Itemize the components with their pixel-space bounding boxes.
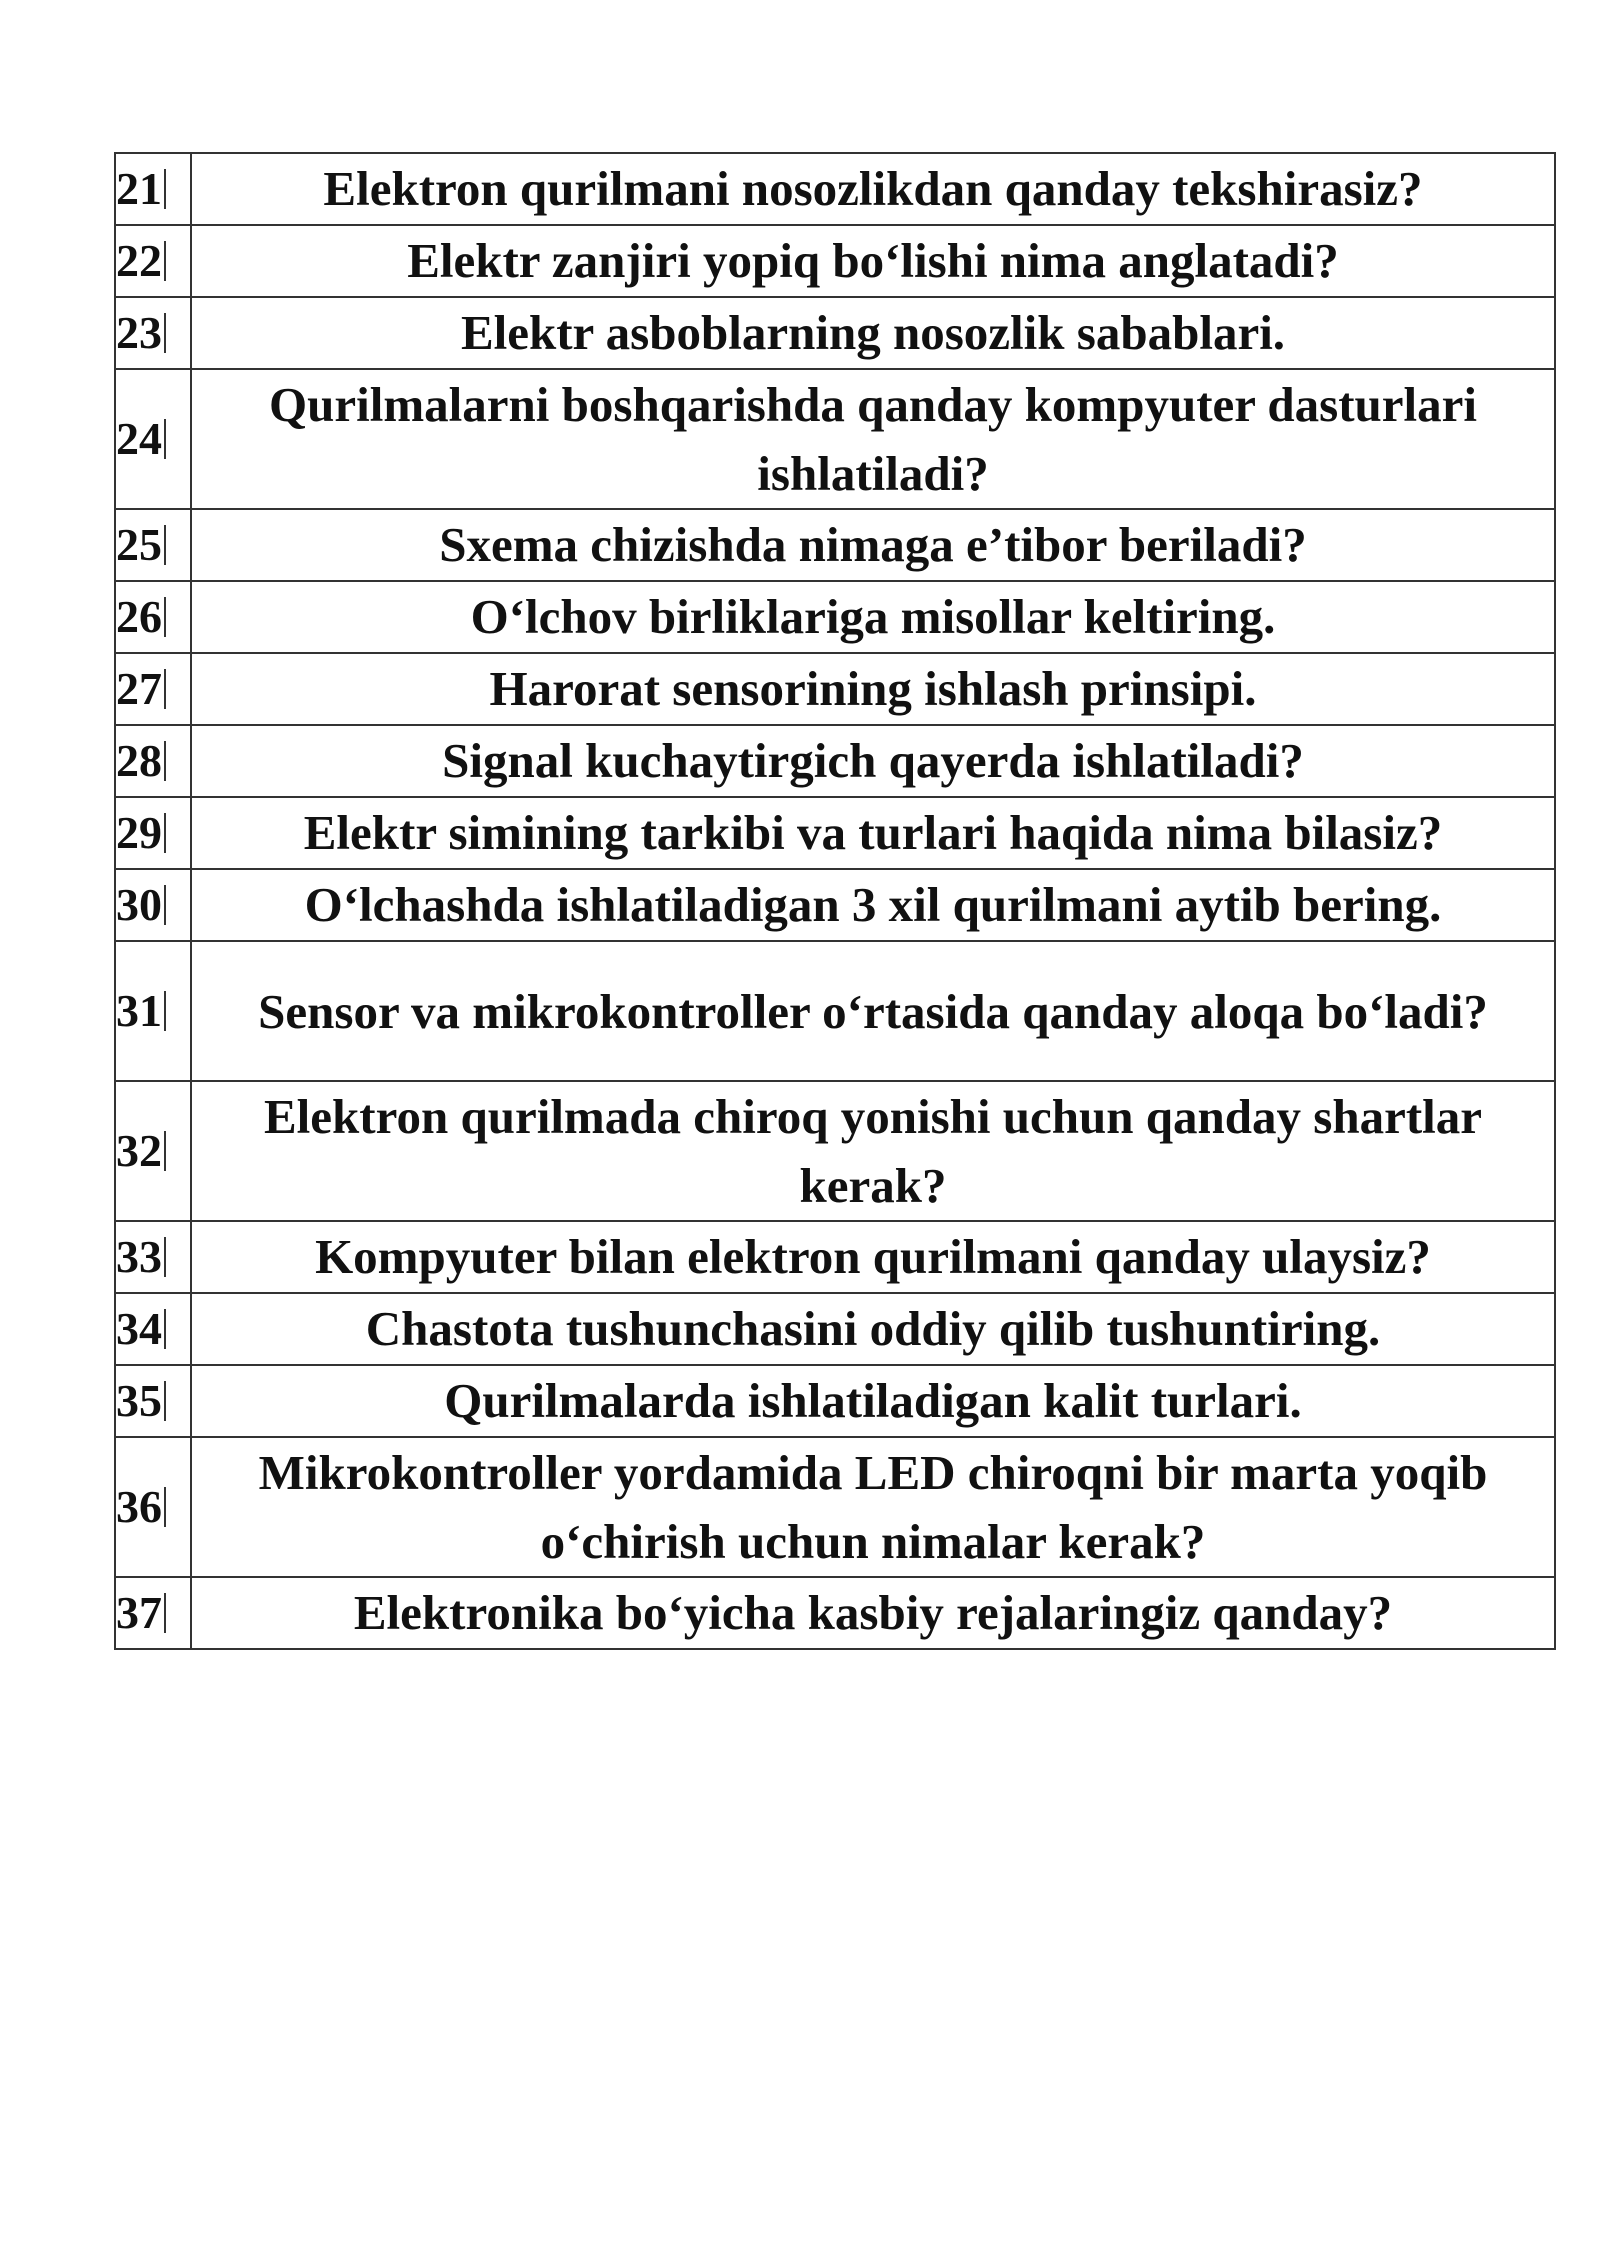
question-number: 24 bbox=[115, 369, 191, 509]
table-row bbox=[115, 653, 1555, 725]
question-number: 27 bbox=[115, 653, 191, 725]
table-row bbox=[115, 297, 1555, 369]
question-text: Kompyuter bilan elektron qurilmani qanday ulaysiz? bbox=[191, 1221, 1555, 1293]
question-number: 25 bbox=[115, 509, 191, 581]
question-number: 37 bbox=[115, 1577, 191, 1649]
question-text: Elektr simining tarkibi va turlari haqida nima bilasiz? bbox=[191, 797, 1555, 869]
question-number: 30 bbox=[115, 869, 191, 941]
question-text: Elektr asboblarning nosozlik sabablari. bbox=[191, 297, 1555, 369]
question-number: 32 bbox=[115, 1081, 191, 1221]
question-text: Qurilmalarni boshqarishda qanday kompyuter dasturlari ishlatiladi? bbox=[191, 369, 1555, 509]
question-number: 28 bbox=[115, 725, 191, 797]
question-number: 36 bbox=[115, 1437, 191, 1577]
question-text: Elektron qurilmada chiroq yonishi uchun qanday shartlar kerak? bbox=[191, 1081, 1555, 1221]
table-row bbox=[115, 153, 1555, 225]
table-row bbox=[115, 1437, 1555, 1577]
table-row bbox=[115, 1081, 1555, 1221]
table-row bbox=[115, 869, 1555, 941]
table-row bbox=[115, 369, 1555, 509]
question-text: Chastota tushunchasini oddiy qilib tushuntiring. bbox=[191, 1293, 1555, 1365]
table-row bbox=[115, 581, 1555, 653]
question-text: Signal kuchaytirgich qayerda ishlatiladi? bbox=[191, 725, 1555, 797]
question-number: 22 bbox=[115, 225, 191, 297]
question-text: Elektronika bo‘yicha kasbiy rejalaringiz qanday? bbox=[191, 1577, 1555, 1649]
question-text: O‘lchashda ishlatiladigan 3 xil qurilmani aytib bering. bbox=[191, 869, 1555, 941]
question-number: 35 bbox=[115, 1365, 191, 1437]
table-row bbox=[115, 1221, 1555, 1293]
question-text: Elektron qurilmani nosozlikdan qanday tekshirasiz? bbox=[191, 153, 1555, 225]
table-row bbox=[115, 225, 1555, 297]
table-row bbox=[115, 725, 1555, 797]
questions-table bbox=[114, 152, 1556, 1650]
question-text: Harorat sensorining ishlash prinsipi. bbox=[191, 653, 1555, 725]
table-row bbox=[115, 941, 1555, 1081]
question-number: 34 bbox=[115, 1293, 191, 1365]
question-text: Sensor va mikrokontroller o‘rtasida qanday aloqa bo‘ladi? bbox=[191, 941, 1555, 1081]
table-row bbox=[115, 797, 1555, 869]
question-text: Mikrokontroller yordamida LED chiroqni bir marta yoqib o‘chirish uchun nimalar kerak? bbox=[191, 1437, 1555, 1577]
question-number: 29 bbox=[115, 797, 191, 869]
question-number: 31 bbox=[115, 941, 191, 1081]
question-text: O‘lchov birliklariga misollar keltiring. bbox=[191, 581, 1555, 653]
question-text: Qurilmalarda ishlatiladigan kalit turlari. bbox=[191, 1365, 1555, 1437]
table-row bbox=[115, 1577, 1555, 1649]
table-row bbox=[115, 1365, 1555, 1437]
table-row bbox=[115, 1293, 1555, 1365]
question-number: 26 bbox=[115, 581, 191, 653]
question-number: 33 bbox=[115, 1221, 191, 1293]
question-text: Elektr zanjiri yopiq bo‘lishi nima anglatadi? bbox=[191, 225, 1555, 297]
question-number: 21 bbox=[115, 153, 191, 225]
table-row bbox=[115, 509, 1555, 581]
question-text: Sxema chizishda nimaga e’tibor beriladi? bbox=[191, 509, 1555, 581]
question-number: 23 bbox=[115, 297, 191, 369]
